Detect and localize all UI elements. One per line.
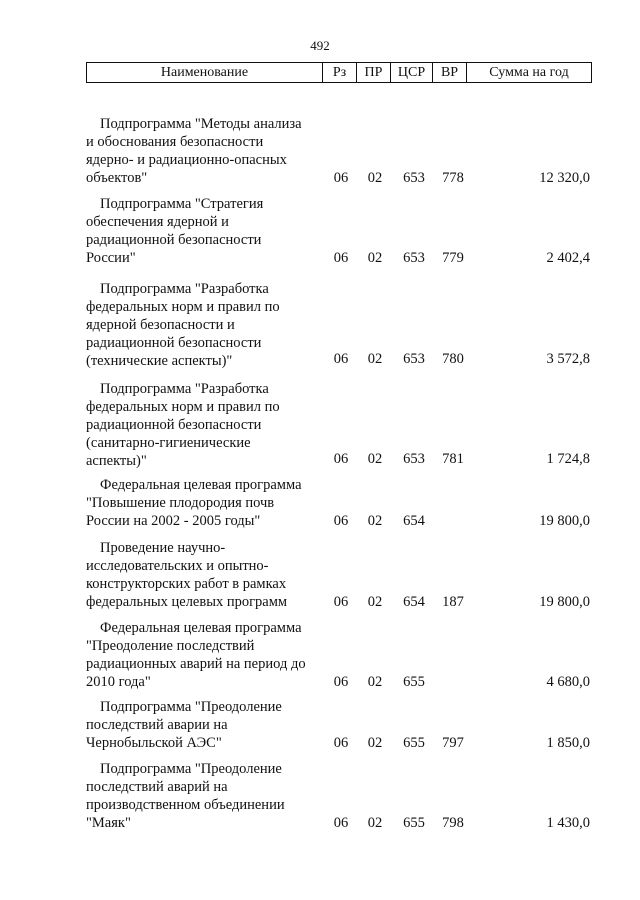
row-sum: 1 850,0	[546, 735, 590, 751]
header-vr: ВР	[433, 63, 467, 82]
row-rz: 06	[333, 351, 349, 367]
row-rz: 06	[333, 170, 349, 186]
header-sum: Сумма на год	[489, 65, 569, 80]
row-csr: 653	[403, 250, 425, 266]
row-rz: 06	[333, 674, 349, 690]
row-name: Подпрограмма "Преодоление последствий аварии на Чернобыльской АЭС"	[86, 699, 282, 751]
row-sum: 3 572,8	[546, 351, 590, 367]
row-pr: 02	[367, 594, 383, 610]
row-name: Подпрограмма "Стратегия обеспечения ядерной и радиационной безопасности России"	[86, 196, 264, 266]
row-name: Подпрограмма "Разработка федеральных норм и правил по радиационной безопасности (санитарно-гигиенические аспекты)"	[86, 381, 280, 469]
table-row	[86, 539, 590, 611]
row-pr: 02	[367, 815, 383, 831]
header-pr: ПР	[357, 63, 391, 82]
row-csr: 655	[403, 815, 425, 831]
table-row	[86, 619, 590, 691]
row-rz: 06	[333, 815, 349, 831]
row-vr: 781	[442, 451, 464, 467]
row-pr: 02	[367, 170, 383, 186]
row-csr: 653	[403, 351, 425, 367]
header-name: Наименование	[87, 63, 323, 82]
table-row	[86, 280, 590, 368]
page-number: 492	[310, 38, 330, 53]
row-rz: 06	[333, 513, 349, 529]
row-sum: 19 800,0	[539, 594, 590, 610]
row-sum: 19 800,0	[539, 513, 590, 529]
header-csr: ЦСР	[391, 63, 433, 82]
row-name: Подпрограмма "Разработка федеральных норм и правил по ядерной безопасности и радиационной безопасности (технические аспекты)"	[86, 281, 280, 369]
row-sum: 4 680,0	[546, 674, 590, 690]
row-name: Федеральная целевая программа "Преодоление последствий радиационных аварий на период до 2010 года"	[86, 620, 306, 690]
row-vr: 187	[442, 594, 464, 610]
row-name: Проведение научно- исследовательских и опытно- конструкторских работ в рамках федеральных целевых программ	[86, 540, 288, 610]
row-sum: 2 402,4	[546, 250, 590, 266]
row-sum: 12 320,0	[539, 170, 590, 186]
row-csr: 653	[403, 451, 425, 467]
row-vr: 779	[442, 250, 464, 266]
row-name: Подпрограмма "Методы анализа и обоснования безопасности ядерно- и радиационно-опасных объектов"	[86, 116, 302, 186]
row-rz: 06	[333, 250, 349, 266]
row-vr: 797	[442, 735, 464, 751]
row-vr: 778	[442, 170, 464, 186]
header-rz: Рз	[323, 63, 357, 82]
row-vr: 798	[442, 815, 464, 831]
row-sum: 1 724,8	[546, 451, 590, 467]
row-rz: 06	[333, 594, 349, 610]
row-csr: 655	[403, 674, 425, 690]
row-pr: 02	[367, 351, 383, 367]
row-csr: 653	[403, 170, 425, 186]
table-row	[86, 115, 590, 187]
row-vr: 780	[442, 351, 464, 367]
row-pr: 02	[367, 451, 383, 467]
table-row	[86, 476, 590, 530]
row-sum: 1 430,0	[546, 815, 590, 831]
row-pr: 02	[367, 735, 383, 751]
table-row	[86, 698, 590, 752]
row-pr: 02	[367, 250, 383, 266]
table-row	[86, 195, 590, 267]
row-rz: 06	[333, 735, 349, 751]
row-name: Федеральная целевая программа "Повышение плодородия почв России на 2002 - 2005 годы"	[86, 477, 302, 529]
row-pr: 02	[367, 674, 383, 690]
row-rz: 06	[333, 451, 349, 467]
row-pr: 02	[367, 513, 383, 529]
table-row	[86, 760, 590, 832]
row-csr: 654	[403, 594, 425, 610]
table-header	[86, 62, 592, 83]
row-csr: 655	[403, 735, 425, 751]
row-csr: 654	[403, 513, 425, 529]
row-name: Подпрограмма "Преодоление последствий аварий на производственном объединении "Маяк"	[86, 761, 285, 831]
table-row	[86, 380, 590, 468]
